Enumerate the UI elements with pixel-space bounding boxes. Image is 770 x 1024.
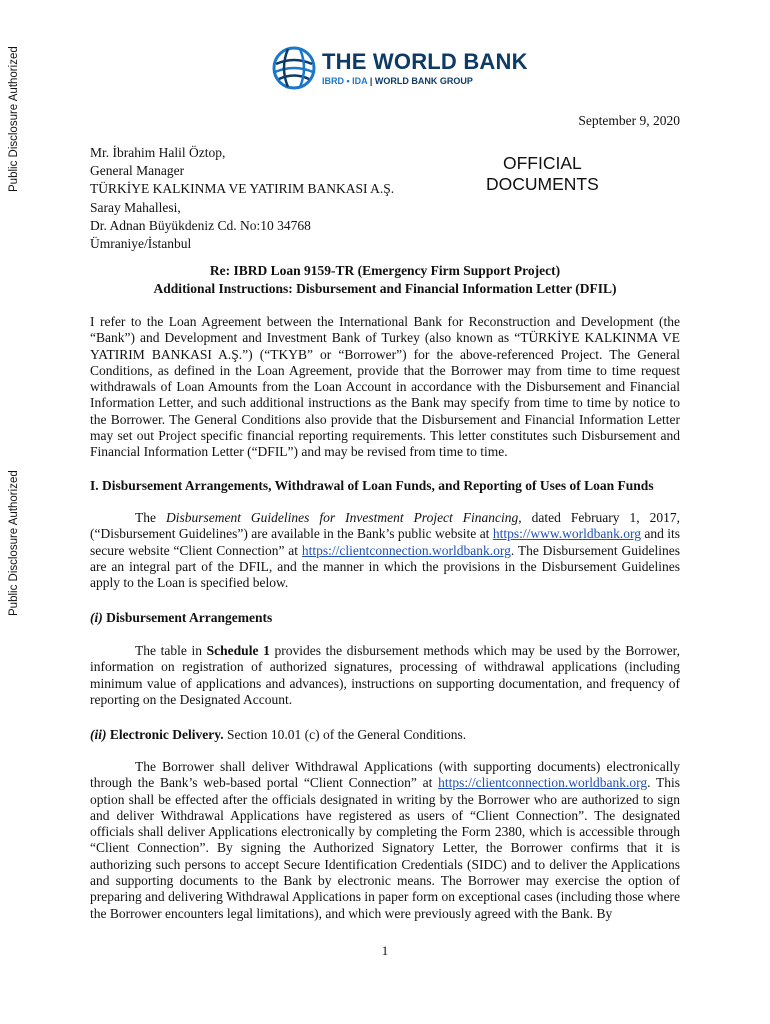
world-bank-logo [270, 44, 528, 92]
address-line: Dr. Adnan Büyükdeniz Cd. No:10 34768 [90, 217, 311, 233]
page-number: 1 [381, 943, 389, 958]
address-line: Mr. İbrahim Halil Öztop, [90, 145, 226, 160]
side-disclosure-label-top: Public Disclosure Authorized [8, 46, 20, 192]
logo-title: THE WORLD BANK [322, 48, 528, 74]
address-line: General Manager [90, 163, 185, 179]
worldbank-link[interactable]: https://www.worldbank.org [492, 526, 641, 542]
subsection-heading-electronic: (ii) Electronic Delivery. Section 10.01 (c) of the General Conditions. [90, 727, 467, 742]
section-heading: I. Disbursement Arrangements, Withdrawal of Loan Funds, and Reporting of Uses of Loan Funds [90, 478, 654, 493]
client-connection-link[interactable]: https://clientconnection.worldbank.org [301, 542, 511, 558]
guidelines-paragraph: The Disbursement Guidelines for Investment Project Financing, dated February 1, 2017, (“Disbursement Guidelines”) are available in the Bank’s public website at https://www.worldbank.org and its secure website “Client Connection” at https://clientconnection.worldbank.org. The Disbursement Guidelines are an integral part of the DFIL, and the manner in which the provisions in the Disbursement Guidelines apply to the Loan is specified below. [90, 510, 681, 591]
subsection-heading-arrangements: (i) Disbursement Arrangements [90, 610, 273, 625]
schedule-paragraph: The table in Schedule 1 provides the disbursement methods which may be used by the Borrower, information on registration of authorized signatures, processing of withdrawal applications (including minimum value of applications and advances), instructions on supporting documentation, and frequency of reporting on the Designated Account. [90, 643, 680, 707]
address-line: Saray Mahallesi, [90, 199, 181, 215]
globe-icon [270, 44, 318, 92]
logo-subtitle: IBRD • IDA | WORLD BANK GROUP [322, 75, 473, 86]
official-documents-stamp: OFFICIAL DOCUMENTS [486, 153, 599, 194]
address-line: TÜRKİYE KALKINMA VE YATIRIM BANKASI A.Ş. [90, 181, 395, 197]
address-line: Ümraniye/İstanbul [90, 236, 192, 252]
recipient-address [90, 144, 394, 253]
letter-date: September 9, 2020 [578, 113, 680, 128]
side-disclosure-label-middle: Public Disclosure Authorized [8, 470, 20, 616]
client-connection-link[interactable]: https://clientconnection.worldbank.org [438, 775, 648, 791]
electronic-delivery-paragraph: The Borrower shall deliver Withdrawal Applications (with supporting documents) electronically through the Bank’s web-based portal “Client Connection” at https://clientconnection.worldbank.org. This option shall be effected after the officials designated in writing by the Borrower who are authorized to sign and deliver Withdrawal Applications have registered as users of “Client Connection”. The designated officials shall deliver Applications electronically by completing the Form 2380, which is accessible through “Client Connection”. By signing the Authorized Signatory Letter, the Borrower confirms that it is authorizing such persons to accept Secure Identification Credentials (SIDC) and to deliver the Applications and supporting documents to the Bank by electronic means. The Borrower may exercise the option of preparing and delivering Withdrawal Applications in paper form on exceptional cases (including those where the Borrower encounters legal limitations), and which were previously agreed with the Bank. By [90, 759, 680, 921]
subject-line: Re: IBRD Loan 9159-TR (Emergency Firm Support Project) Additional Instructions: Disbursement and Financial Information Letter (DFIL) [153, 263, 617, 296]
intro-paragraph: I refer to the Loan Agreement between the International Bank for Reconstruction and Development (the “Bank”) and Development and Investment Bank of Turkey (also known as “TÜRKİYE KALKINMA VE YATIRIM BANKASI A.Ş.”) (“TKYB” or “Borrower”) for the above-referenced Project. The General Conditions, as defined in the Loan Agreement, provide that the Borrower may from time to time request withdrawals of Loan Amounts from the Loan Account in accordance with the Disbursement and Financial Information Letter, and such additional instructions as the Bank may specify from time to time by notice to the Borrower. The General Conditions also provide that the Disbursement and Financial Information Letter may set out Project specific financial reporting requirements. This letter constitutes such Disbursement and Financial Information Letter (“DFIL”) and may be revised from time to time. [90, 314, 680, 460]
